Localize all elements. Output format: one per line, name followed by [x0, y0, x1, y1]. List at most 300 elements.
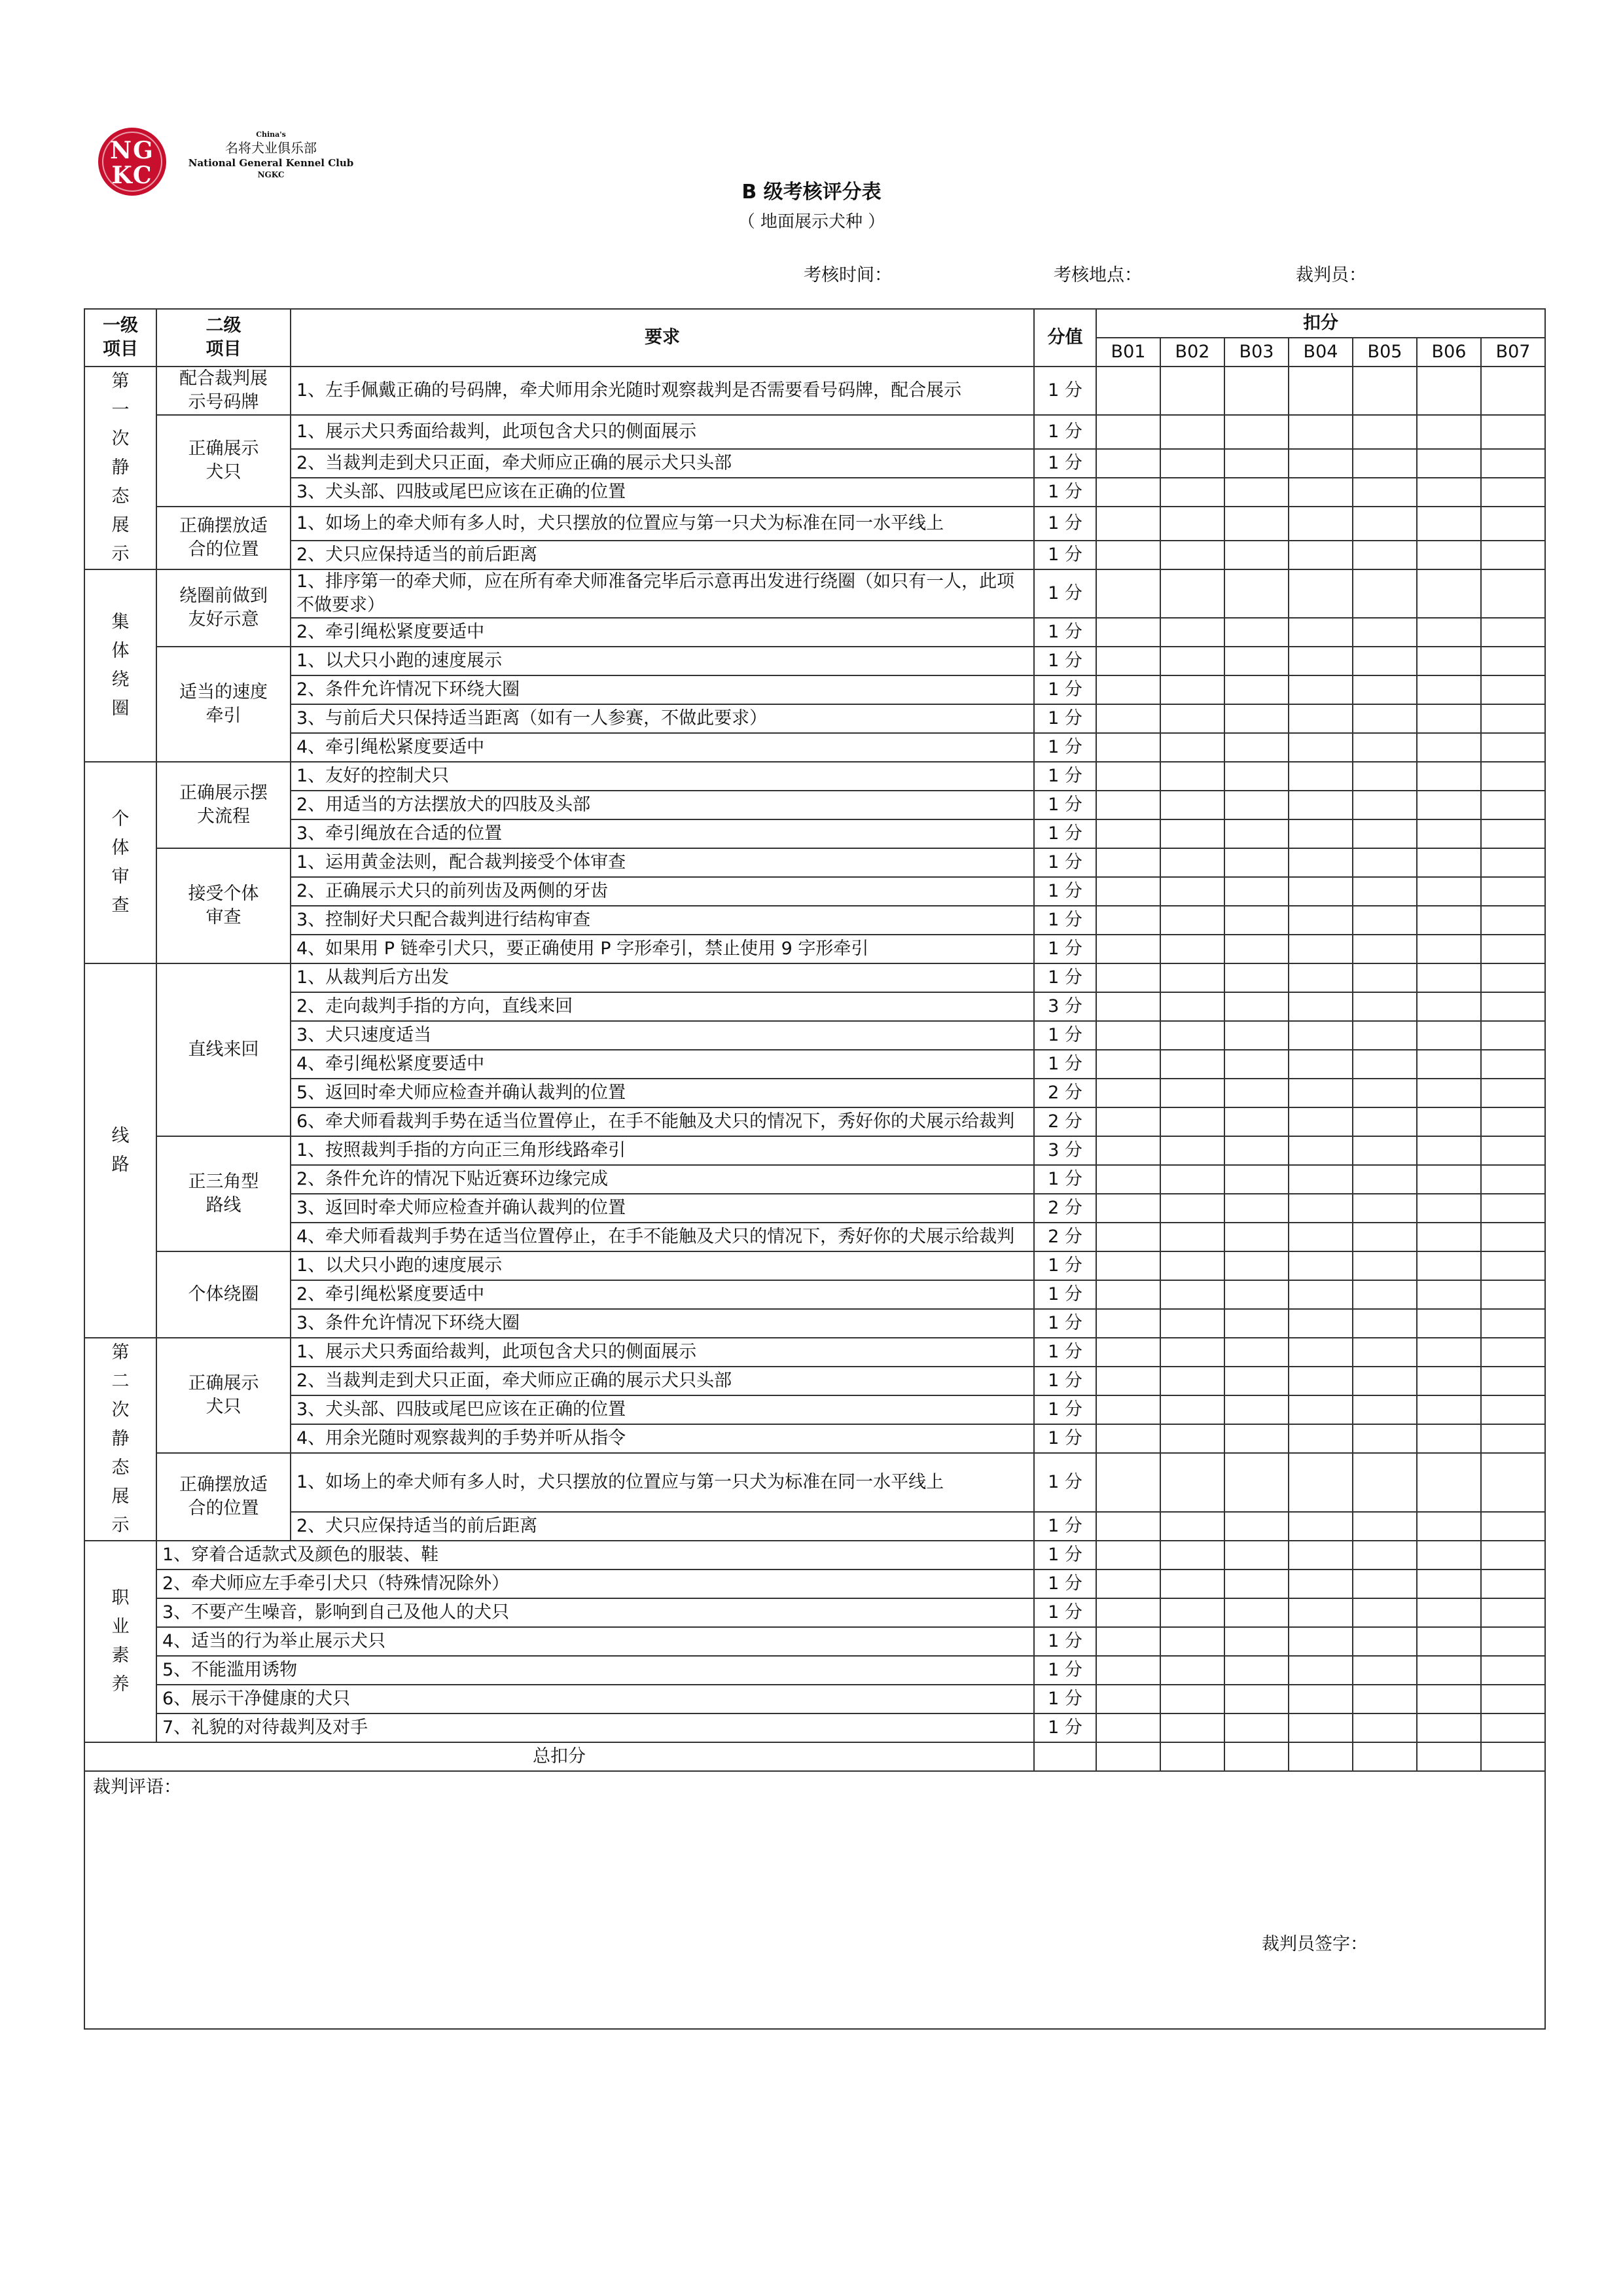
row-pro-1-deduct-b01[interactable]	[1096, 1570, 1160, 1598]
row-pro-6-deduct-b04[interactable]	[1289, 1713, 1353, 1742]
row-pro-0-deduct-b05[interactable]	[1353, 1541, 1417, 1570]
row-4-1-0-deduct-b06[interactable]	[1417, 1453, 1481, 1512]
row-1-1-0-deduct-b05[interactable]	[1353, 647, 1417, 675]
row-2-1-2-deduct-b01[interactable]	[1096, 906, 1160, 935]
row-3-2-1-deduct-b06[interactable]	[1417, 1280, 1481, 1309]
row-2-1-3-deduct-b01[interactable]	[1096, 935, 1160, 963]
row-3-0-3-deduct-b05[interactable]	[1353, 1050, 1417, 1079]
row-3-0-5-deduct-b01[interactable]	[1096, 1107, 1160, 1136]
row-1-1-1-deduct-b01[interactable]	[1096, 675, 1160, 704]
row-pro-1-deduct-b03[interactable]	[1224, 1570, 1289, 1598]
row-1-1-3-deduct-b04[interactable]	[1289, 733, 1353, 762]
row-2-1-0-deduct-b07[interactable]	[1481, 848, 1545, 877]
row-2-0-0-deduct-b05[interactable]	[1353, 762, 1417, 791]
row-3-2-1-deduct-b01[interactable]	[1096, 1280, 1160, 1309]
row-3-1-1-deduct-b03[interactable]	[1224, 1165, 1289, 1194]
row-3-2-0-deduct-b01[interactable]	[1096, 1251, 1160, 1280]
row-pro-2-deduct-b05[interactable]	[1353, 1598, 1417, 1627]
row-4-1-0-deduct-b01[interactable]	[1096, 1453, 1160, 1512]
row-0-0-0-deduct-b07[interactable]	[1481, 367, 1545, 415]
row-pro-5-deduct-b07[interactable]	[1481, 1685, 1545, 1713]
row-pro-3-deduct-b04[interactable]	[1289, 1627, 1353, 1656]
row-pro-1-deduct-b07[interactable]	[1481, 1570, 1545, 1598]
row-3-0-5-deduct-b07[interactable]	[1481, 1107, 1545, 1136]
row-2-0-2-deduct-b06[interactable]	[1417, 819, 1481, 848]
row-3-2-1-deduct-b05[interactable]	[1353, 1280, 1417, 1309]
row-2-0-2-deduct-b03[interactable]	[1224, 819, 1289, 848]
row-2-1-3-deduct-b07[interactable]	[1481, 935, 1545, 963]
row-4-1-0-deduct-b04[interactable]	[1289, 1453, 1353, 1512]
row-1-1-0-deduct-b03[interactable]	[1224, 647, 1289, 675]
row-4-0-0-deduct-b06[interactable]	[1417, 1338, 1481, 1367]
row-3-2-2-deduct-b06[interactable]	[1417, 1309, 1481, 1338]
row-4-0-1-deduct-b02[interactable]	[1160, 1367, 1224, 1395]
row-1-1-1-deduct-b06[interactable]	[1417, 675, 1481, 704]
row-2-0-2-deduct-b04[interactable]	[1289, 819, 1353, 848]
judge-comment-area[interactable]	[84, 1771, 1545, 2029]
row-1-0-0-deduct-b01[interactable]	[1096, 569, 1160, 618]
row-2-1-0-deduct-b03[interactable]	[1224, 848, 1289, 877]
row-pro-3-deduct-b02[interactable]	[1160, 1627, 1224, 1656]
row-4-0-2-deduct-b07[interactable]	[1481, 1395, 1545, 1424]
row-4-1-0-deduct-b07[interactable]	[1481, 1453, 1545, 1512]
row-4-0-3-deduct-b06[interactable]	[1417, 1424, 1481, 1453]
row-pro-5-deduct-b02[interactable]	[1160, 1685, 1224, 1713]
row-3-2-0-deduct-b06[interactable]	[1417, 1251, 1481, 1280]
row-3-2-0-deduct-b05[interactable]	[1353, 1251, 1417, 1280]
row-1-1-1-deduct-b04[interactable]	[1289, 675, 1353, 704]
row-3-0-0-deduct-b02[interactable]	[1160, 963, 1224, 992]
row-3-0-3-deduct-b04[interactable]	[1289, 1050, 1353, 1079]
row-3-1-1-deduct-b04[interactable]	[1289, 1165, 1353, 1194]
total-deduct-b05[interactable]	[1353, 1742, 1417, 1771]
row-pro-6-deduct-b07[interactable]	[1481, 1713, 1545, 1742]
row-1-0-0-deduct-b05[interactable]	[1353, 569, 1417, 618]
total-deduct-b04[interactable]	[1289, 1742, 1353, 1771]
row-3-2-2-deduct-b01[interactable]	[1096, 1309, 1160, 1338]
row-0-1-0-deduct-b03[interactable]	[1224, 415, 1289, 449]
row-1-0-0-deduct-b07[interactable]	[1481, 569, 1545, 618]
row-2-0-0-deduct-b07[interactable]	[1481, 762, 1545, 791]
row-3-2-1-deduct-b03[interactable]	[1224, 1280, 1289, 1309]
row-3-0-1-deduct-b06[interactable]	[1417, 992, 1481, 1021]
row-0-2-1-deduct-b03[interactable]	[1224, 541, 1289, 569]
row-4-0-3-deduct-b04[interactable]	[1289, 1424, 1353, 1453]
row-4-1-1-deduct-b03[interactable]	[1224, 1512, 1289, 1541]
row-3-0-0-deduct-b01[interactable]	[1096, 963, 1160, 992]
row-4-1-0-deduct-b05[interactable]	[1353, 1453, 1417, 1512]
row-3-0-2-deduct-b07[interactable]	[1481, 1021, 1545, 1050]
row-4-0-2-deduct-b01[interactable]	[1096, 1395, 1160, 1424]
row-3-0-5-deduct-b02[interactable]	[1160, 1107, 1224, 1136]
row-3-0-2-deduct-b03[interactable]	[1224, 1021, 1289, 1050]
row-2-1-1-deduct-b01[interactable]	[1096, 877, 1160, 906]
row-3-2-2-deduct-b04[interactable]	[1289, 1309, 1353, 1338]
row-3-0-5-deduct-b06[interactable]	[1417, 1107, 1481, 1136]
row-0-1-1-deduct-b01[interactable]	[1096, 449, 1160, 478]
row-pro-0-deduct-b02[interactable]	[1160, 1541, 1224, 1570]
row-3-0-1-deduct-b05[interactable]	[1353, 992, 1417, 1021]
row-4-0-0-deduct-b02[interactable]	[1160, 1338, 1224, 1367]
row-0-1-0-deduct-b07[interactable]	[1481, 415, 1545, 449]
row-0-1-1-deduct-b03[interactable]	[1224, 449, 1289, 478]
row-4-0-2-deduct-b03[interactable]	[1224, 1395, 1289, 1424]
row-0-2-1-deduct-b07[interactable]	[1481, 541, 1545, 569]
row-3-1-0-deduct-b01[interactable]	[1096, 1136, 1160, 1165]
row-1-1-3-deduct-b07[interactable]	[1481, 733, 1545, 762]
row-1-1-0-deduct-b07[interactable]	[1481, 647, 1545, 675]
row-4-0-0-deduct-b04[interactable]	[1289, 1338, 1353, 1367]
row-3-0-4-deduct-b07[interactable]	[1481, 1079, 1545, 1107]
row-4-0-2-deduct-b05[interactable]	[1353, 1395, 1417, 1424]
row-3-0-3-deduct-b06[interactable]	[1417, 1050, 1481, 1079]
row-pro-3-deduct-b01[interactable]	[1096, 1627, 1160, 1656]
row-pro-6-deduct-b02[interactable]	[1160, 1713, 1224, 1742]
row-2-1-0-deduct-b02[interactable]	[1160, 848, 1224, 877]
row-3-1-2-deduct-b02[interactable]	[1160, 1194, 1224, 1223]
row-2-1-0-deduct-b04[interactable]	[1289, 848, 1353, 877]
row-4-0-3-deduct-b07[interactable]	[1481, 1424, 1545, 1453]
row-pro-2-deduct-b07[interactable]	[1481, 1598, 1545, 1627]
row-3-2-2-deduct-b02[interactable]	[1160, 1309, 1224, 1338]
row-1-1-0-deduct-b01[interactable]	[1096, 647, 1160, 675]
row-pro-1-deduct-b04[interactable]	[1289, 1570, 1353, 1598]
row-2-1-3-deduct-b06[interactable]	[1417, 935, 1481, 963]
row-1-1-2-deduct-b07[interactable]	[1481, 704, 1545, 733]
row-3-1-2-deduct-b01[interactable]	[1096, 1194, 1160, 1223]
row-3-0-4-deduct-b01[interactable]	[1096, 1079, 1160, 1107]
row-4-1-1-deduct-b04[interactable]	[1289, 1512, 1353, 1541]
row-1-1-1-deduct-b05[interactable]	[1353, 675, 1417, 704]
row-2-1-2-deduct-b03[interactable]	[1224, 906, 1289, 935]
row-1-0-1-deduct-b03[interactable]	[1224, 618, 1289, 647]
row-0-1-0-deduct-b04[interactable]	[1289, 415, 1353, 449]
row-3-1-2-deduct-b06[interactable]	[1417, 1194, 1481, 1223]
row-0-1-2-deduct-b02[interactable]	[1160, 478, 1224, 507]
row-2-0-2-deduct-b07[interactable]	[1481, 819, 1545, 848]
row-1-0-0-deduct-b03[interactable]	[1224, 569, 1289, 618]
row-2-0-1-deduct-b05[interactable]	[1353, 791, 1417, 819]
row-pro-0-deduct-b07[interactable]	[1481, 1541, 1545, 1570]
row-3-1-1-deduct-b02[interactable]	[1160, 1165, 1224, 1194]
row-3-1-3-deduct-b05[interactable]	[1353, 1223, 1417, 1251]
row-0-2-1-deduct-b06[interactable]	[1417, 541, 1481, 569]
row-2-0-0-deduct-b03[interactable]	[1224, 762, 1289, 791]
total-deduct-b07[interactable]	[1481, 1742, 1545, 1771]
row-0-1-2-deduct-b01[interactable]	[1096, 478, 1160, 507]
row-3-1-1-deduct-b07[interactable]	[1481, 1165, 1545, 1194]
row-0-1-2-deduct-b04[interactable]	[1289, 478, 1353, 507]
row-3-0-3-deduct-b02[interactable]	[1160, 1050, 1224, 1079]
row-3-0-1-deduct-b01[interactable]	[1096, 992, 1160, 1021]
row-2-1-2-deduct-b07[interactable]	[1481, 906, 1545, 935]
row-4-1-1-deduct-b06[interactable]	[1417, 1512, 1481, 1541]
row-4-0-0-deduct-b03[interactable]	[1224, 1338, 1289, 1367]
row-0-2-0-deduct-b07[interactable]	[1481, 507, 1545, 541]
row-2-1-3-deduct-b04[interactable]	[1289, 935, 1353, 963]
row-2-1-1-deduct-b03[interactable]	[1224, 877, 1289, 906]
row-2-1-1-deduct-b07[interactable]	[1481, 877, 1545, 906]
row-1-1-1-deduct-b02[interactable]	[1160, 675, 1224, 704]
row-3-0-1-deduct-b04[interactable]	[1289, 992, 1353, 1021]
row-1-1-3-deduct-b05[interactable]	[1353, 733, 1417, 762]
row-4-0-2-deduct-b06[interactable]	[1417, 1395, 1481, 1424]
row-1-1-2-deduct-b04[interactable]	[1289, 704, 1353, 733]
row-2-1-2-deduct-b02[interactable]	[1160, 906, 1224, 935]
row-4-0-3-deduct-b02[interactable]	[1160, 1424, 1224, 1453]
row-pro-5-deduct-b04[interactable]	[1289, 1685, 1353, 1713]
row-3-0-2-deduct-b02[interactable]	[1160, 1021, 1224, 1050]
row-2-1-1-deduct-b02[interactable]	[1160, 877, 1224, 906]
row-3-1-3-deduct-b02[interactable]	[1160, 1223, 1224, 1251]
row-4-0-3-deduct-b01[interactable]	[1096, 1424, 1160, 1453]
row-2-1-0-deduct-b06[interactable]	[1417, 848, 1481, 877]
row-pro-2-deduct-b03[interactable]	[1224, 1598, 1289, 1627]
row-3-0-3-deduct-b07[interactable]	[1481, 1050, 1545, 1079]
row-pro-4-deduct-b02[interactable]	[1160, 1656, 1224, 1685]
row-3-0-2-deduct-b01[interactable]	[1096, 1021, 1160, 1050]
row-3-1-2-deduct-b03[interactable]	[1224, 1194, 1289, 1223]
row-3-2-0-deduct-b03[interactable]	[1224, 1251, 1289, 1280]
row-pro-6-deduct-b03[interactable]	[1224, 1713, 1289, 1742]
row-4-0-2-deduct-b02[interactable]	[1160, 1395, 1224, 1424]
row-0-1-2-deduct-b07[interactable]	[1481, 478, 1545, 507]
row-4-0-0-deduct-b05[interactable]	[1353, 1338, 1417, 1367]
row-1-1-3-deduct-b01[interactable]	[1096, 733, 1160, 762]
row-0-0-0-deduct-b04[interactable]	[1289, 367, 1353, 415]
row-3-1-1-deduct-b06[interactable]	[1417, 1165, 1481, 1194]
row-pro-3-deduct-b03[interactable]	[1224, 1627, 1289, 1656]
total-deduct-b01[interactable]	[1096, 1742, 1160, 1771]
row-3-0-1-deduct-b03[interactable]	[1224, 992, 1289, 1021]
row-2-0-0-deduct-b01[interactable]	[1096, 762, 1160, 791]
row-4-0-2-deduct-b04[interactable]	[1289, 1395, 1353, 1424]
row-0-1-1-deduct-b07[interactable]	[1481, 449, 1545, 478]
row-4-0-1-deduct-b07[interactable]	[1481, 1367, 1545, 1395]
row-0-1-1-deduct-b04[interactable]	[1289, 449, 1353, 478]
row-3-1-0-deduct-b07[interactable]	[1481, 1136, 1545, 1165]
row-0-0-0-deduct-b06[interactable]	[1417, 367, 1481, 415]
row-pro-5-deduct-b01[interactable]	[1096, 1685, 1160, 1713]
row-1-1-1-deduct-b07[interactable]	[1481, 675, 1545, 704]
row-3-1-0-deduct-b05[interactable]	[1353, 1136, 1417, 1165]
row-0-2-0-deduct-b03[interactable]	[1224, 507, 1289, 541]
row-4-0-1-deduct-b05[interactable]	[1353, 1367, 1417, 1395]
row-3-1-0-deduct-b02[interactable]	[1160, 1136, 1224, 1165]
row-pro-4-deduct-b07[interactable]	[1481, 1656, 1545, 1685]
row-1-0-1-deduct-b06[interactable]	[1417, 618, 1481, 647]
row-2-1-3-deduct-b03[interactable]	[1224, 935, 1289, 963]
row-1-1-3-deduct-b02[interactable]	[1160, 733, 1224, 762]
row-2-0-0-deduct-b04[interactable]	[1289, 762, 1353, 791]
row-pro-0-deduct-b06[interactable]	[1417, 1541, 1481, 1570]
row-2-1-0-deduct-b05[interactable]	[1353, 848, 1417, 877]
row-2-0-2-deduct-b02[interactable]	[1160, 819, 1224, 848]
row-0-2-1-deduct-b01[interactable]	[1096, 541, 1160, 569]
row-4-1-1-deduct-b07[interactable]	[1481, 1512, 1545, 1541]
row-pro-3-deduct-b06[interactable]	[1417, 1627, 1481, 1656]
row-pro-2-deduct-b06[interactable]	[1417, 1598, 1481, 1627]
row-0-1-2-deduct-b05[interactable]	[1353, 478, 1417, 507]
row-3-1-1-deduct-b01[interactable]	[1096, 1165, 1160, 1194]
row-3-0-5-deduct-b04[interactable]	[1289, 1107, 1353, 1136]
row-1-1-2-deduct-b02[interactable]	[1160, 704, 1224, 733]
row-0-0-0-deduct-b05[interactable]	[1353, 367, 1417, 415]
row-3-1-2-deduct-b05[interactable]	[1353, 1194, 1417, 1223]
row-1-1-0-deduct-b02[interactable]	[1160, 647, 1224, 675]
row-1-0-1-deduct-b07[interactable]	[1481, 618, 1545, 647]
row-1-1-2-deduct-b01[interactable]	[1096, 704, 1160, 733]
row-0-0-0-deduct-b01[interactable]	[1096, 367, 1160, 415]
row-pro-2-deduct-b01[interactable]	[1096, 1598, 1160, 1627]
row-1-0-1-deduct-b04[interactable]	[1289, 618, 1353, 647]
row-3-0-4-deduct-b03[interactable]	[1224, 1079, 1289, 1107]
row-4-0-1-deduct-b06[interactable]	[1417, 1367, 1481, 1395]
row-2-0-1-deduct-b07[interactable]	[1481, 791, 1545, 819]
row-4-1-0-deduct-b02[interactable]	[1160, 1453, 1224, 1512]
row-3-1-3-deduct-b03[interactable]	[1224, 1223, 1289, 1251]
row-2-1-0-deduct-b01[interactable]	[1096, 848, 1160, 877]
row-pro-0-deduct-b04[interactable]	[1289, 1541, 1353, 1570]
row-4-0-1-deduct-b04[interactable]	[1289, 1367, 1353, 1395]
row-4-0-1-deduct-b01[interactable]	[1096, 1367, 1160, 1395]
row-3-1-1-deduct-b05[interactable]	[1353, 1165, 1417, 1194]
row-pro-5-deduct-b06[interactable]	[1417, 1685, 1481, 1713]
row-3-0-2-deduct-b04[interactable]	[1289, 1021, 1353, 1050]
row-2-1-3-deduct-b05[interactable]	[1353, 935, 1417, 963]
row-2-1-3-deduct-b02[interactable]	[1160, 935, 1224, 963]
row-2-0-1-deduct-b02[interactable]	[1160, 791, 1224, 819]
row-3-1-3-deduct-b04[interactable]	[1289, 1223, 1353, 1251]
row-3-0-1-deduct-b07[interactable]	[1481, 992, 1545, 1021]
row-pro-5-deduct-b03[interactable]	[1224, 1685, 1289, 1713]
row-3-2-2-deduct-b07[interactable]	[1481, 1309, 1545, 1338]
row-0-2-0-deduct-b02[interactable]	[1160, 507, 1224, 541]
row-3-2-0-deduct-b07[interactable]	[1481, 1251, 1545, 1280]
row-4-1-1-deduct-b05[interactable]	[1353, 1512, 1417, 1541]
row-pro-4-deduct-b01[interactable]	[1096, 1656, 1160, 1685]
total-deduct-b06[interactable]	[1417, 1742, 1481, 1771]
row-3-0-3-deduct-b03[interactable]	[1224, 1050, 1289, 1079]
row-3-0-2-deduct-b06[interactable]	[1417, 1021, 1481, 1050]
row-0-1-1-deduct-b02[interactable]	[1160, 449, 1224, 478]
row-1-0-1-deduct-b02[interactable]	[1160, 618, 1224, 647]
row-3-0-5-deduct-b03[interactable]	[1224, 1107, 1289, 1136]
row-3-0-4-deduct-b02[interactable]	[1160, 1079, 1224, 1107]
row-2-0-1-deduct-b01[interactable]	[1096, 791, 1160, 819]
row-3-1-3-deduct-b06[interactable]	[1417, 1223, 1481, 1251]
row-0-1-0-deduct-b06[interactable]	[1417, 415, 1481, 449]
row-1-1-2-deduct-b05[interactable]	[1353, 704, 1417, 733]
row-pro-0-deduct-b03[interactable]	[1224, 1541, 1289, 1570]
row-3-2-0-deduct-b02[interactable]	[1160, 1251, 1224, 1280]
row-0-1-1-deduct-b06[interactable]	[1417, 449, 1481, 478]
row-2-1-1-deduct-b05[interactable]	[1353, 877, 1417, 906]
row-3-0-2-deduct-b05[interactable]	[1353, 1021, 1417, 1050]
row-3-2-0-deduct-b04[interactable]	[1289, 1251, 1353, 1280]
row-3-0-3-deduct-b01[interactable]	[1096, 1050, 1160, 1079]
row-2-0-1-deduct-b03[interactable]	[1224, 791, 1289, 819]
row-pro-4-deduct-b05[interactable]	[1353, 1656, 1417, 1685]
row-3-0-0-deduct-b06[interactable]	[1417, 963, 1481, 992]
row-3-0-0-deduct-b05[interactable]	[1353, 963, 1417, 992]
row-4-0-1-deduct-b03[interactable]	[1224, 1367, 1289, 1395]
row-pro-6-deduct-b05[interactable]	[1353, 1713, 1417, 1742]
row-1-0-1-deduct-b05[interactable]	[1353, 618, 1417, 647]
row-1-0-0-deduct-b02[interactable]	[1160, 569, 1224, 618]
row-2-1-1-deduct-b04[interactable]	[1289, 877, 1353, 906]
row-1-1-0-deduct-b06[interactable]	[1417, 647, 1481, 675]
row-3-0-0-deduct-b03[interactable]	[1224, 963, 1289, 992]
row-4-0-0-deduct-b01[interactable]	[1096, 1338, 1160, 1367]
row-3-0-1-deduct-b02[interactable]	[1160, 992, 1224, 1021]
row-1-1-0-deduct-b04[interactable]	[1289, 647, 1353, 675]
row-pro-0-deduct-b01[interactable]	[1096, 1541, 1160, 1570]
row-2-1-2-deduct-b05[interactable]	[1353, 906, 1417, 935]
row-3-0-4-deduct-b06[interactable]	[1417, 1079, 1481, 1107]
row-0-2-0-deduct-b06[interactable]	[1417, 507, 1481, 541]
row-1-0-0-deduct-b06[interactable]	[1417, 569, 1481, 618]
row-2-0-1-deduct-b04[interactable]	[1289, 791, 1353, 819]
row-2-1-1-deduct-b06[interactable]	[1417, 877, 1481, 906]
row-3-0-4-deduct-b05[interactable]	[1353, 1079, 1417, 1107]
row-4-1-0-deduct-b03[interactable]	[1224, 1453, 1289, 1512]
row-3-2-1-deduct-b02[interactable]	[1160, 1280, 1224, 1309]
row-0-2-0-deduct-b04[interactable]	[1289, 507, 1353, 541]
row-pro-1-deduct-b06[interactable]	[1417, 1570, 1481, 1598]
row-0-1-2-deduct-b06[interactable]	[1417, 478, 1481, 507]
row-3-0-5-deduct-b05[interactable]	[1353, 1107, 1417, 1136]
row-pro-4-deduct-b04[interactable]	[1289, 1656, 1353, 1685]
row-4-0-0-deduct-b07[interactable]	[1481, 1338, 1545, 1367]
row-3-2-1-deduct-b04[interactable]	[1289, 1280, 1353, 1309]
row-0-0-0-deduct-b02[interactable]	[1160, 367, 1224, 415]
row-2-0-0-deduct-b02[interactable]	[1160, 762, 1224, 791]
row-0-2-1-deduct-b05[interactable]	[1353, 541, 1417, 569]
row-3-1-0-deduct-b04[interactable]	[1289, 1136, 1353, 1165]
row-3-2-2-deduct-b05[interactable]	[1353, 1309, 1417, 1338]
row-0-1-0-deduct-b05[interactable]	[1353, 415, 1417, 449]
row-3-1-0-deduct-b03[interactable]	[1224, 1136, 1289, 1165]
row-2-0-0-deduct-b06[interactable]	[1417, 762, 1481, 791]
row-pro-6-deduct-b06[interactable]	[1417, 1713, 1481, 1742]
row-3-1-0-deduct-b06[interactable]	[1417, 1136, 1481, 1165]
row-2-0-1-deduct-b06[interactable]	[1417, 791, 1481, 819]
row-1-1-2-deduct-b03[interactable]	[1224, 704, 1289, 733]
row-3-1-3-deduct-b01[interactable]	[1096, 1223, 1160, 1251]
row-3-0-4-deduct-b04[interactable]	[1289, 1079, 1353, 1107]
row-2-0-2-deduct-b01[interactable]	[1096, 819, 1160, 848]
row-2-1-2-deduct-b04[interactable]	[1289, 906, 1353, 935]
row-pro-2-deduct-b02[interactable]	[1160, 1598, 1224, 1627]
row-1-1-2-deduct-b06[interactable]	[1417, 704, 1481, 733]
row-1-1-3-deduct-b03[interactable]	[1224, 733, 1289, 762]
row-pro-3-deduct-b05[interactable]	[1353, 1627, 1417, 1656]
row-4-0-3-deduct-b05[interactable]	[1353, 1424, 1417, 1453]
total-deduct-b02[interactable]	[1160, 1742, 1224, 1771]
row-3-0-0-deduct-b07[interactable]	[1481, 963, 1545, 992]
row-2-1-2-deduct-b06[interactable]	[1417, 906, 1481, 935]
row-1-1-1-deduct-b03[interactable]	[1224, 675, 1289, 704]
row-2-0-2-deduct-b05[interactable]	[1353, 819, 1417, 848]
row-0-2-0-deduct-b05[interactable]	[1353, 507, 1417, 541]
row-3-1-3-deduct-b07[interactable]	[1481, 1223, 1545, 1251]
row-1-0-1-deduct-b01[interactable]	[1096, 618, 1160, 647]
row-3-1-2-deduct-b07[interactable]	[1481, 1194, 1545, 1223]
row-4-0-3-deduct-b03[interactable]	[1224, 1424, 1289, 1453]
row-4-1-1-deduct-b01[interactable]	[1096, 1512, 1160, 1541]
row-0-2-1-deduct-b02[interactable]	[1160, 541, 1224, 569]
